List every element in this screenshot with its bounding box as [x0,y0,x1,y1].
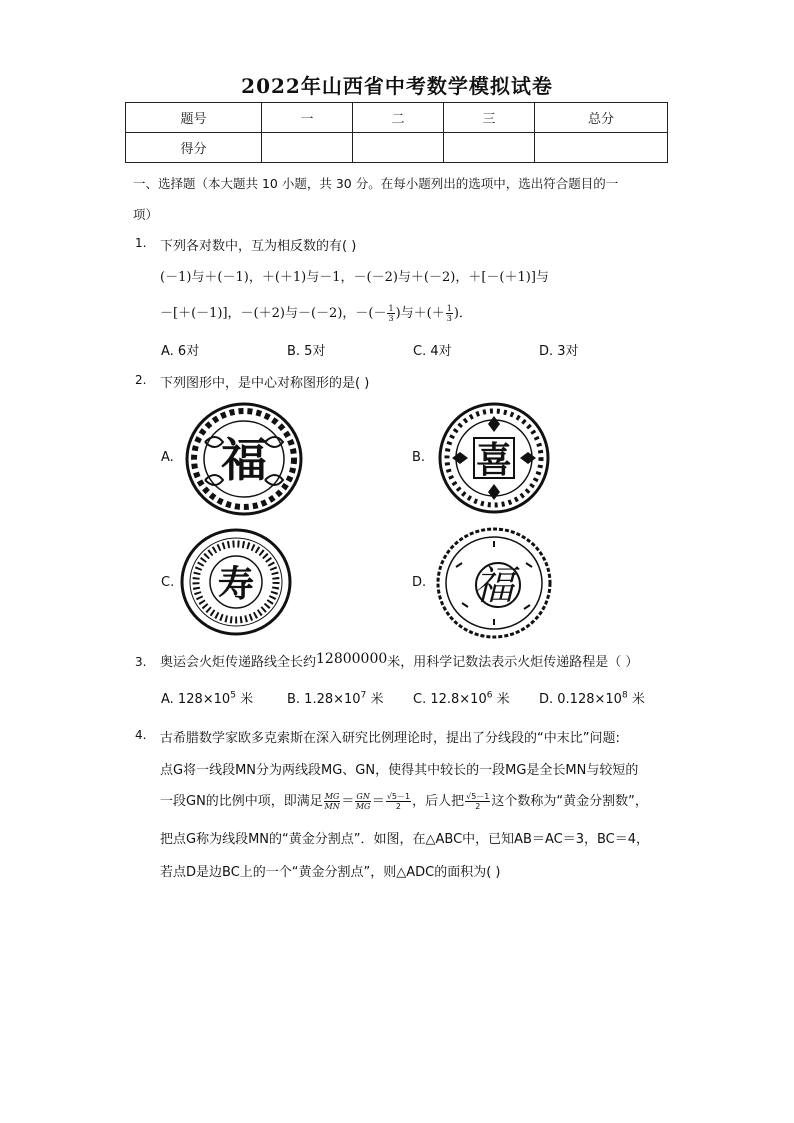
option-d[interactable]: D. 3对 [539,344,579,359]
coin-a-image[interactable] [185,402,303,516]
question-number: 3. [135,655,147,669]
fraction-denominator: 3 [446,314,452,323]
option-a[interactable] [161,688,253,707]
option-text: A. 128×10 [161,692,231,707]
fraction [355,792,370,811]
table-cell: 题号 [126,103,262,133]
option-text: B. 1.28×10 [287,692,361,707]
option-a[interactable]: A. 6对 [161,344,200,359]
math-text: －[＋(－1)]，－(＋2)与－(－2)，－(－ [160,306,387,321]
fraction-numerator: MG [324,792,340,801]
question-stem: 下列各对数中，互为相反数的有( ) [160,239,357,254]
line-text: ，后人把 [412,794,465,809]
fraction [387,304,394,323]
option-c-label[interactable]: C. [161,575,175,590]
exponent: 7 [360,690,367,701]
question-number: 2. [135,373,147,387]
option-text: C. 12.8×10 [413,692,487,707]
fraction [446,304,453,323]
option-b[interactable] [287,688,383,707]
exponent: 8 [621,690,628,701]
coin-b-char: 喜 [475,439,513,481]
option-b-label[interactable]: B. [412,450,426,465]
coin-c-char: 寿 [217,563,255,605]
question-number: 1. [135,236,147,250]
table-cell[interactable] [353,133,444,163]
section-heading-line: 一、选择题（本大题共 10 小题，共 30 分。在每小题列出的选项中，选出符合题目的一 [133,176,619,191]
unit: 米 [631,692,645,707]
table-cell: 得分 [126,133,262,163]
table-cell: 一 [262,103,353,133]
coin-d-char: 福 [474,563,514,609]
fraction-denominator: 2 [395,802,402,811]
section-heading [133,168,618,230]
table-cell: 三 [444,103,535,133]
fraction-numerator: 1 [446,304,452,313]
exponent: 6 [486,690,493,701]
question-line: 古希腊数学家欧多克索斯在深入研究比例理论时，提出了分线段的“中末比”问题: [160,731,620,746]
coin-c-image[interactable] [180,528,292,636]
fraction-numerator: GN [356,792,370,801]
equals-sign: ＝ [341,794,355,809]
section-heading-line: 项） [133,207,159,222]
score-table [125,102,668,163]
option-d-label[interactable]: D. [412,575,427,590]
question-line [160,302,472,323]
coin-b-image[interactable] [438,402,550,514]
option-c[interactable] [413,688,510,707]
fraction-numerator: √5－1 [386,792,411,801]
equals-sign: ＝ [371,794,385,809]
fraction [386,792,411,811]
coin-d-image[interactable] [436,527,552,639]
question-stem [160,651,638,670]
fraction [465,792,490,811]
option-c[interactable]: C. 4对 [413,344,452,359]
page-title: 2022年山西省中考数学模拟试卷 [241,74,553,98]
line-text: 一段GN的比例中项，即满足 [160,794,323,809]
unit: 米 [370,692,384,707]
math-text: )． [453,306,472,321]
question-number: 4. [135,728,147,742]
exponent: 5 [230,690,236,701]
table-row [126,133,668,163]
question-line: (－1)与＋(－1)，＋(＋1)与－1，－(－2)与＋(－2)，＋[－(＋1)]与 [160,270,549,285]
table-cell: 二 [353,103,444,133]
math-text: )与＋(＋ [395,306,445,321]
unit: 米 [240,692,254,707]
fraction-denominator: 2 [475,802,481,811]
table-cell[interactable] [535,133,668,163]
table-cell: 总分 [535,103,668,133]
option-a-label[interactable]: A. [161,450,174,465]
stem-number: 12800000 [316,651,388,667]
option-text: D. 0.128×10 [539,692,622,707]
fraction-denominator: MN [324,802,340,811]
fraction-numerator: √5－1 [466,792,490,801]
line-text: 这个数称为“黄金分割数”， [491,794,648,809]
question-line: 若点D是边BC上的一个“黄金分割点”，则△ADC的面积为( ) [160,865,501,880]
table-row [126,103,668,133]
fraction-numerator: 1 [388,304,394,313]
coin-a-char: 福 [221,433,267,487]
question-line: 点G将一线段MN分为两线段MG、GN，使得其中较长的一段MG是全长MN与较短的 [160,763,639,778]
stem-text: 奥运会火炬传递路线全长约 [160,655,317,670]
fraction-denominator: 3 [388,314,394,323]
option-d[interactable] [539,688,645,707]
option-b[interactable]: B. 5对 [287,344,326,359]
table-cell[interactable] [262,133,353,163]
fraction-denominator: MG [355,802,371,811]
question-line [160,790,648,811]
unit: 米 [496,692,510,707]
stem-text: 米，用科学记数法表示火炬传递路程是（ ） [387,655,639,670]
fraction [324,792,341,811]
question-stem: 下列图形中，是中心对称图形的是( ) [160,376,370,391]
table-cell[interactable] [444,133,535,163]
question-line: 把点G称为线段MN的“黄金分割点”．如图，在△ABC中，已知AB＝AC＝3，BC＝4， [160,832,650,847]
